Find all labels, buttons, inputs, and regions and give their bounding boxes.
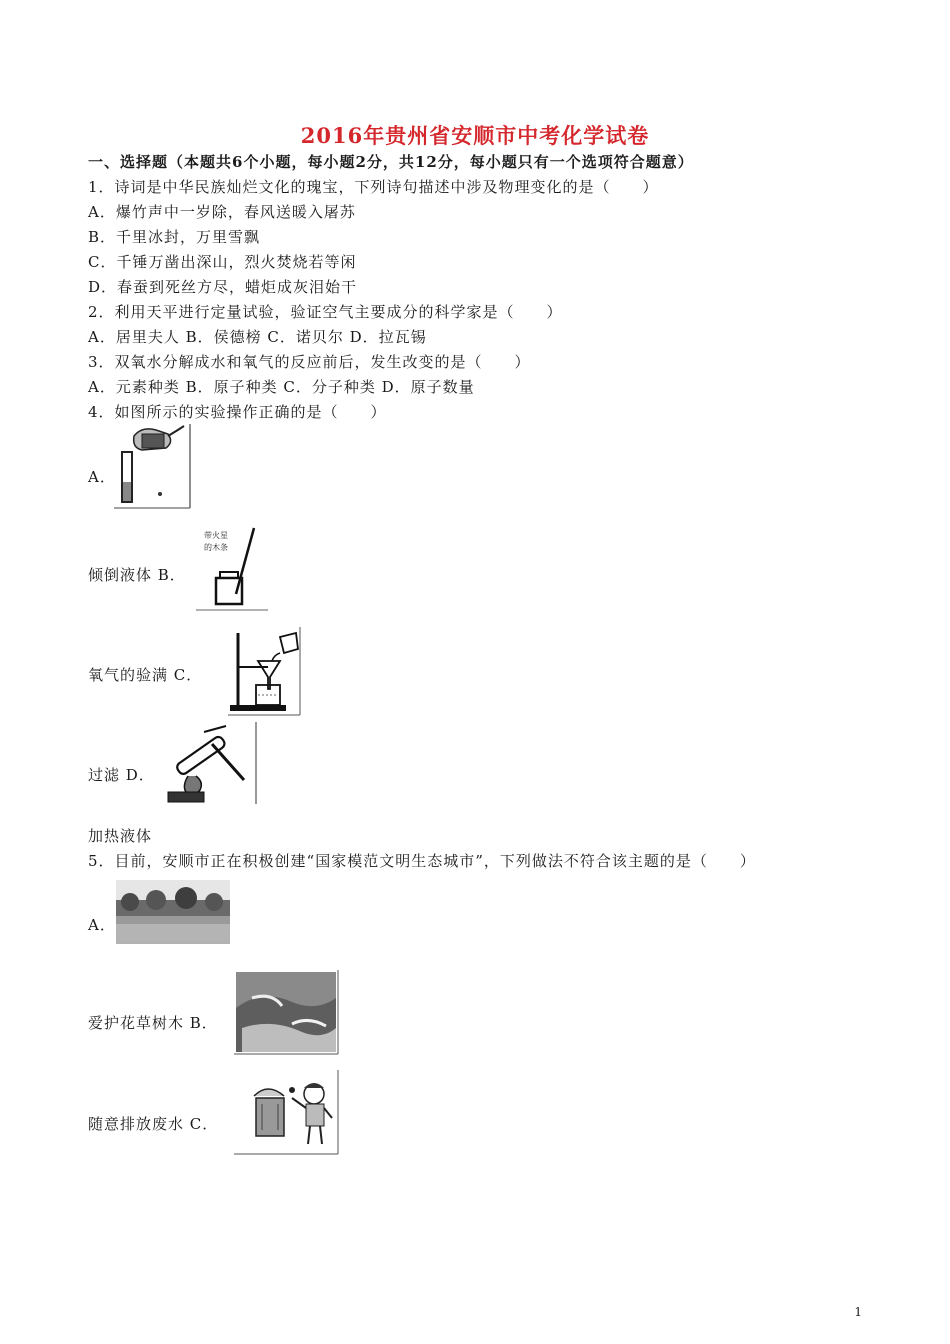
trash-bin-cartoon bbox=[232, 1068, 342, 1156]
q1-stem: 1．诗词是中华民族灿烂文化的瑰宝，下列诗句描述中涉及物理变化的是（ ） bbox=[88, 178, 659, 196]
filtration-figure bbox=[228, 625, 302, 717]
q4-option-a-label: A． bbox=[88, 468, 116, 486]
pouring-liquid-figure bbox=[112, 422, 192, 510]
q1-option-b: B．千里冰封，万里雪飘 bbox=[88, 228, 261, 246]
q4-option-c-label: 氧气的验满 C． bbox=[88, 666, 203, 684]
lake-scene-image bbox=[116, 880, 230, 944]
oxygen-test-figure bbox=[196, 522, 268, 612]
heating-liquid-figure bbox=[160, 720, 260, 806]
q1-option-d: D．春蚕到死丝方尽，蜡炬成灰泪始干 bbox=[88, 278, 358, 296]
section-heading: 一、选择题（本题共6个小题，每小题2分，共12分，每小题只有一个选项符合题意） bbox=[88, 153, 694, 171]
q3-stem: 3．双氧水分解成水和氧气的反应前后，发生改变的是（ ） bbox=[88, 353, 531, 371]
q4-stem: 4．如图所示的实验操作正确的是（ ） bbox=[88, 403, 387, 421]
page-title: 2016年贵州省安顺市中考化学试卷 bbox=[300, 123, 650, 148]
polluted-water-image bbox=[232, 968, 342, 1056]
q5-option-c-label: 随意排放废水 C． bbox=[88, 1115, 219, 1133]
splint-label-2: 的木条 bbox=[204, 543, 228, 552]
q1-option-a: A．爆竹声中一岁除，春风送暖入屠苏 bbox=[88, 203, 356, 221]
q2-options: A．居里夫人 B．侯德榜 C．诺贝尔 D．拉瓦锡 bbox=[88, 328, 427, 346]
q5-option-a-label: A． bbox=[88, 916, 116, 934]
q3-options: A．元素种类 B．原子种类 C．分子种类 D．原子数量 bbox=[88, 378, 475, 396]
q2-stem: 2．利用天平进行定量试验，验证空气主要成分的科学家是（ ） bbox=[88, 303, 563, 321]
q4-option-d-label: 过滤 D． bbox=[88, 766, 155, 784]
splint-label-1: 带火星 bbox=[204, 531, 228, 540]
page-number: 1 bbox=[854, 1305, 862, 1319]
q5-option-b-label: 爱护花草树木 B． bbox=[88, 1014, 218, 1032]
q4-option-b-label: 倾倒液体 B． bbox=[88, 566, 186, 584]
q1-option-c: C．千锤万凿出深山，烈火焚烧若等闲 bbox=[88, 253, 357, 271]
q4-option-e-label: 加热液体 bbox=[88, 827, 153, 845]
q5-stem: 5．目前，安顺市正在积极创建“国家模范文明生态城市”，下列做法不符合该主题的是（ ） bbox=[88, 852, 756, 870]
